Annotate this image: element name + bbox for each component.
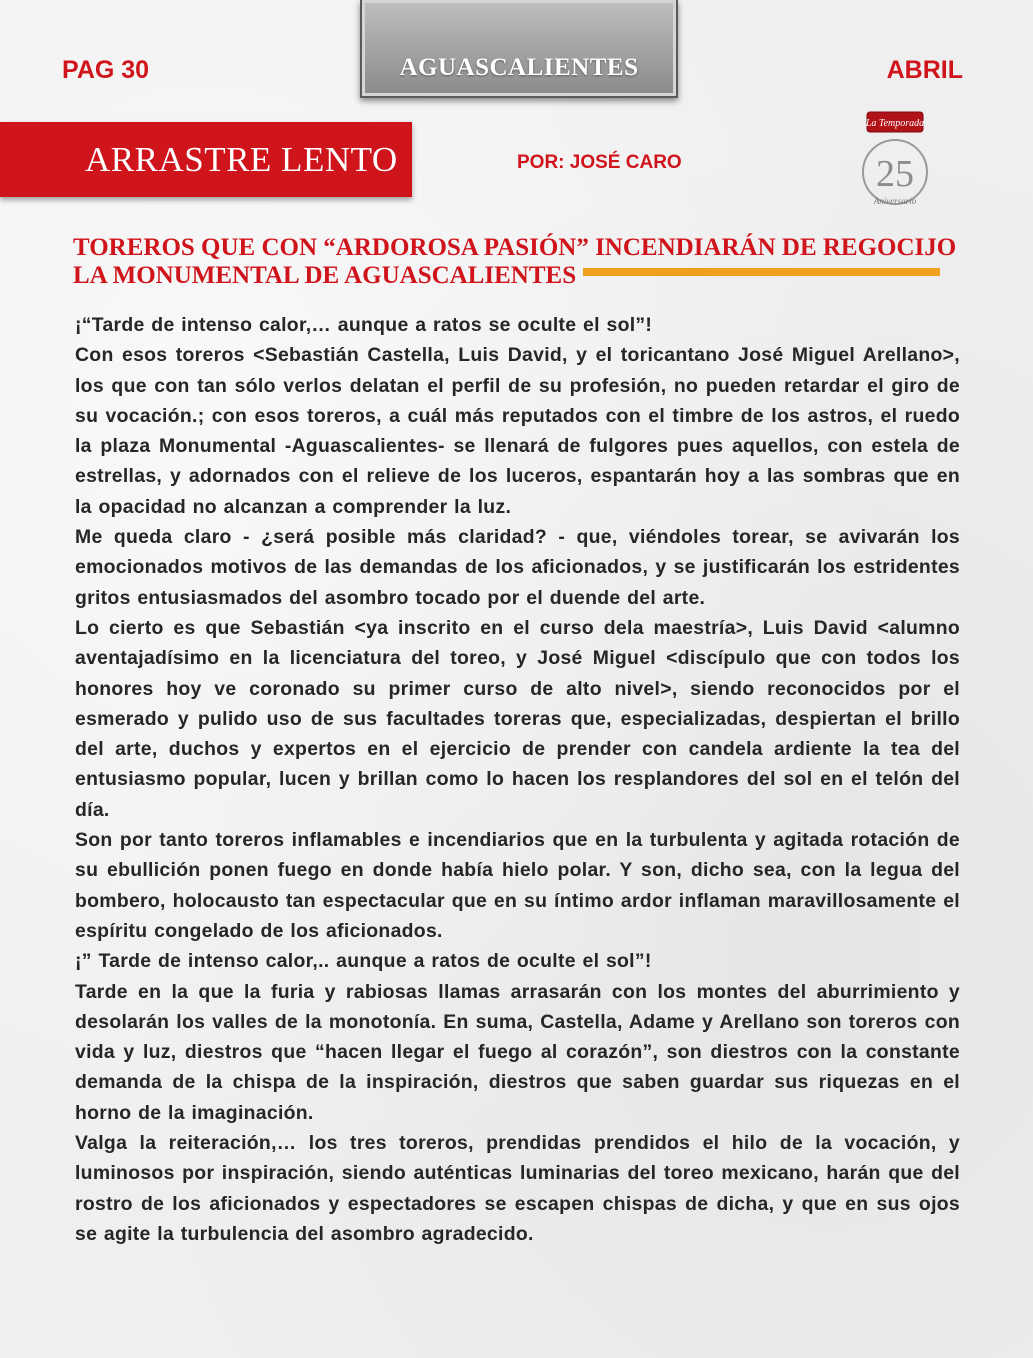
byline: POR: JOSÉ CARO	[517, 152, 682, 173]
column-title: ARRASTRE LENTO	[85, 140, 398, 179]
article-paragraph: Me queda claro - ¿será posible más claridad? - que, viéndoles torear, se avivarán los emocionados motivos de las demandas de los aficionados, y se justificarán los estridentes gritos entusiasmados del asombro tocado por el duende del arte.	[75, 526, 960, 609]
article-paragraph: Lo cierto es que Sebastián <ya inscrito en el curso dela maestría>, Luis David <alumno aventajadísimo en la licenciatura del toreo, y José Miguel <discípulo que con todos los honores hoy ve coronado su primer curso de alto nivel>, siendo reconocidos por el esmerado y pulido uso de sus facultades toreras que, especializadas, despiertan el brillo del arte, duchos y expertos en el ejercicio de prender con candela ardiente la tea del entusiasmo popular, lucen y brillan como lo hacen los resplandores del sol en el telón del día.	[75, 616, 960, 821]
page-number: PAG 30	[62, 56, 150, 84]
headline-line-2: LA MONUMENTAL DE AGUASCALIENTES	[73, 262, 577, 289]
article-headline	[73, 234, 973, 290]
article-paragraph: Valga la reiteración,… los tres toreros, prendidas prendidos el hilo de la vocación, y luminosos por inspiración, siendo auténticas luminarias del toreo mexicano, harán que del rostro de los aficionados y espectadores se escapen chispas de dicha, y que en sus ojos se agite la turbulencia del asombro agradecido.	[75, 1132, 960, 1245]
svg-text:25: 25	[876, 153, 914, 195]
article-paragraph: Tarde en la que la furia y rabiosas llamas arrasarán con los montes del aburrimiento y desolarán los valles de la monotonía. En suma, Castella, Adame y Arellano son toreros con vida y luz, diestros que “hacen llegar el fuego al corazón”, son diestros con la constante demanda de la chispa de la inspiración, diestros que saben guardar sus riquezas en el horno de la imaginación.	[75, 980, 960, 1124]
article-body	[75, 310, 960, 1249]
svg-text:La Temporada: La Temporada	[865, 118, 925, 129]
svg-text:Aniversario: Aniversario	[873, 196, 917, 206]
section-tab	[360, 0, 678, 98]
issue-month: ABRIL	[886, 56, 963, 84]
section-title: AGUASCALIENTES	[399, 54, 639, 81]
article-paragraph: ¡“Tarde de intenso calor,… aunque a ratos se oculte el sol”!	[75, 314, 653, 336]
headline-rule	[583, 268, 940, 276]
anniversary-25-logo-icon	[855, 108, 935, 208]
article-paragraph: Con esos toreros <Sebastián Castella, Luis David, y el toricantano José Miguel Arellano>, los que con tan sólo verlos delatan el perfil de su profesión, no pueden retardar el giro de su vocación.; con esos toreros, a cuál más reputados con el timbre de los astros, el ruedo la plaza Monumental -Aguascalientes- se llenará de fulgores pues aquellos, con estela de estrellas, y adornados con el relieve de los luceros, espantarán hoy a las sombras que en la opacidad no alcanzan a comprender la luz.	[75, 344, 960, 518]
article-paragraph: Son por tanto toreros inflamables e incendiarios que en la turbulenta y agitada rotación de su ebullición ponen fuego en donde había hielo polar. Y son, dicho sea, con la legua del bombero, holocausto tan espectacular que en su íntimo ardor inflaman maravillosamente el espíritu congelado de los aficionados.	[75, 829, 960, 942]
headline-line-1: TOREROS QUE CON “ARDOROSA PASIÓN” INCENDIARÁN DE REGOCIJO	[73, 234, 957, 261]
article-paragraph: ¡” Tarde de intenso calor,.. aunque a ratos de oculte el sol”!	[75, 950, 652, 973]
column-banner	[0, 122, 412, 197]
